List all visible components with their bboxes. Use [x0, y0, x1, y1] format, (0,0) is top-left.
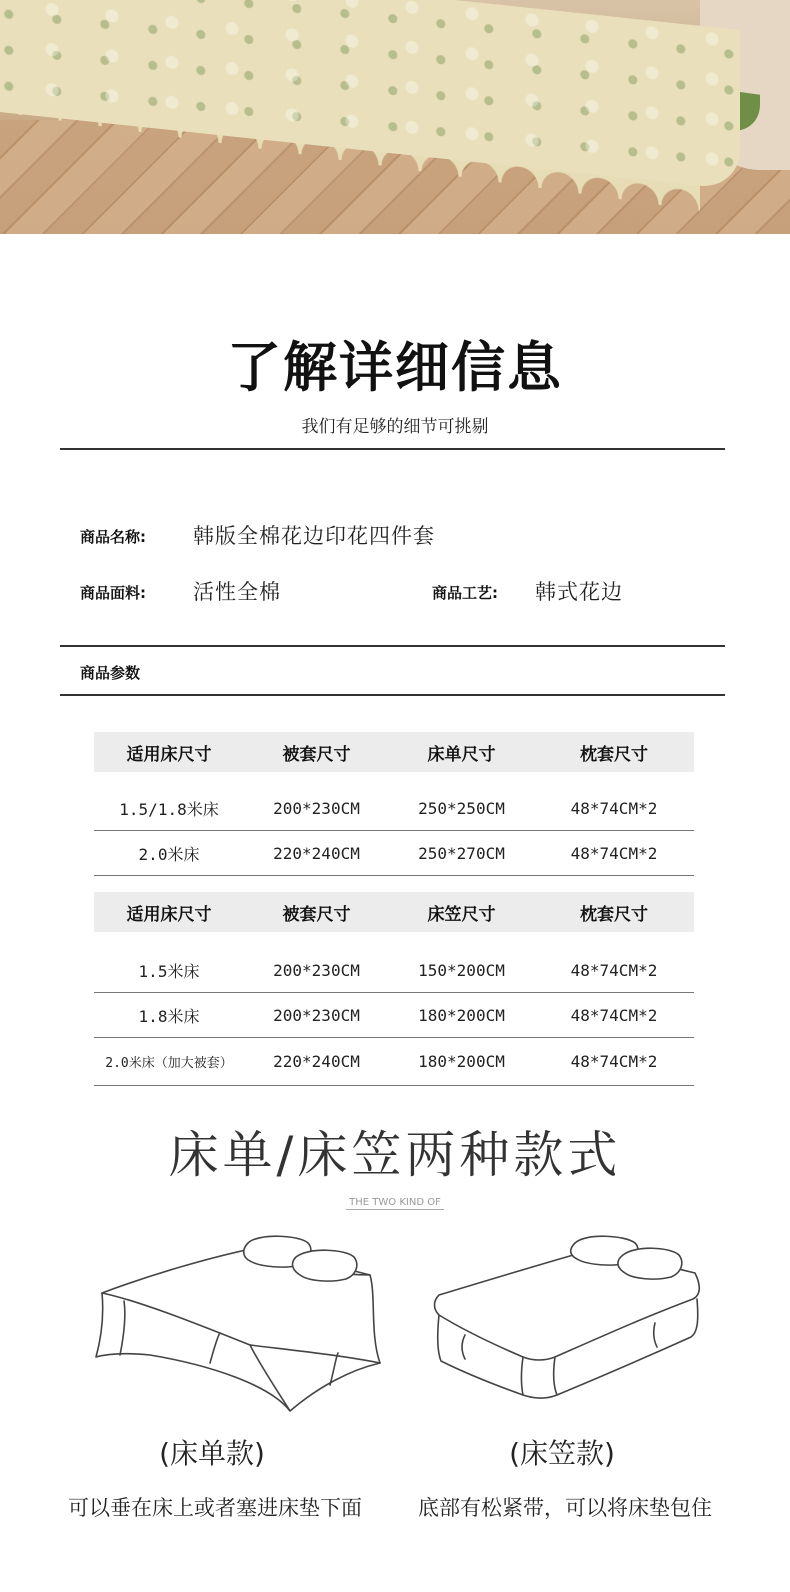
table-row	[94, 993, 694, 1038]
cell: 180*200CM	[389, 993, 534, 1038]
cell: 48*74CM*2	[534, 948, 694, 993]
styles-tag	[0, 1197, 790, 1208]
cell: 48*74CM*2	[534, 993, 694, 1038]
hero-bedding-photo	[0, 0, 790, 234]
table-header	[94, 732, 694, 772]
page-subtitle: 我们有足够的细节可挑剔	[301, 417, 489, 437]
col-header: 枕套尺寸	[534, 732, 694, 772]
params-label: 商品参数	[80, 664, 141, 682]
table-row	[94, 831, 694, 876]
cell: 220*240CM	[244, 1038, 389, 1086]
cell: 200*230CM	[244, 948, 389, 993]
styles-tag-text: THE TWO KIND OF	[346, 1197, 444, 1210]
divider	[60, 694, 725, 696]
fitted-description: 底部有松紧带，可以将床垫包住	[418, 1496, 712, 1520]
divider	[60, 448, 725, 450]
cell: 150*200CM	[389, 948, 534, 993]
cell: 48*74CM*2	[534, 831, 694, 876]
cell: 180*200CM	[389, 1038, 534, 1086]
craft-label: 商品工艺:	[432, 584, 498, 602]
cell: 48*74CM*2	[534, 786, 694, 831]
styles-title: 床单/床笠两种款式	[168, 1126, 622, 1184]
cell: 1.5/1.8米床	[94, 786, 244, 831]
col-header: 被套尺寸	[244, 732, 389, 772]
fitted-caption: (床笠款)	[509, 1437, 615, 1470]
col-header: 被套尺寸	[244, 892, 389, 932]
table-header	[94, 892, 694, 932]
col-header: 床单尺寸	[389, 732, 534, 772]
col-header: 适用床尺寸	[94, 892, 244, 932]
fabric-label: 商品面料:	[80, 584, 146, 602]
col-header: 枕套尺寸	[534, 892, 694, 932]
table-row	[94, 948, 694, 993]
cell: 200*230CM	[244, 786, 389, 831]
cell: 1.8米床	[94, 993, 244, 1038]
cell: 220*240CM	[244, 831, 389, 876]
fabric-value: 活性全棉	[193, 580, 281, 604]
sheet-caption: (床单款)	[159, 1437, 265, 1470]
col-header: 适用床尺寸	[94, 732, 244, 772]
cell: 2.0米床	[94, 831, 244, 876]
col-header: 床笠尺寸	[389, 892, 534, 932]
cell: 250*270CM	[389, 831, 534, 876]
cell: 2.0米床（加大被套）	[94, 1038, 244, 1086]
size-table-fitted	[94, 892, 694, 1086]
table-row	[94, 786, 694, 831]
fitted-sheet-illustration	[425, 1235, 725, 1425]
divider	[60, 645, 725, 647]
cell: 250*250CM	[389, 786, 534, 831]
size-table-sheet	[94, 732, 694, 876]
name-label: 商品名称:	[80, 528, 146, 546]
table-row	[94, 1038, 694, 1086]
cell: 1.5米床	[94, 948, 244, 993]
sheet-description: 可以垂在床上或者塞进床垫下面	[68, 1496, 362, 1520]
page-title: 了解详细信息	[227, 336, 563, 399]
cell: 200*230CM	[244, 993, 389, 1038]
cell: 48*74CM*2	[534, 1038, 694, 1086]
flat-sheet-illustration	[90, 1235, 390, 1425]
craft-value: 韩式花边	[535, 580, 623, 604]
name-value: 韩版全棉花边印花四件套	[193, 524, 435, 548]
